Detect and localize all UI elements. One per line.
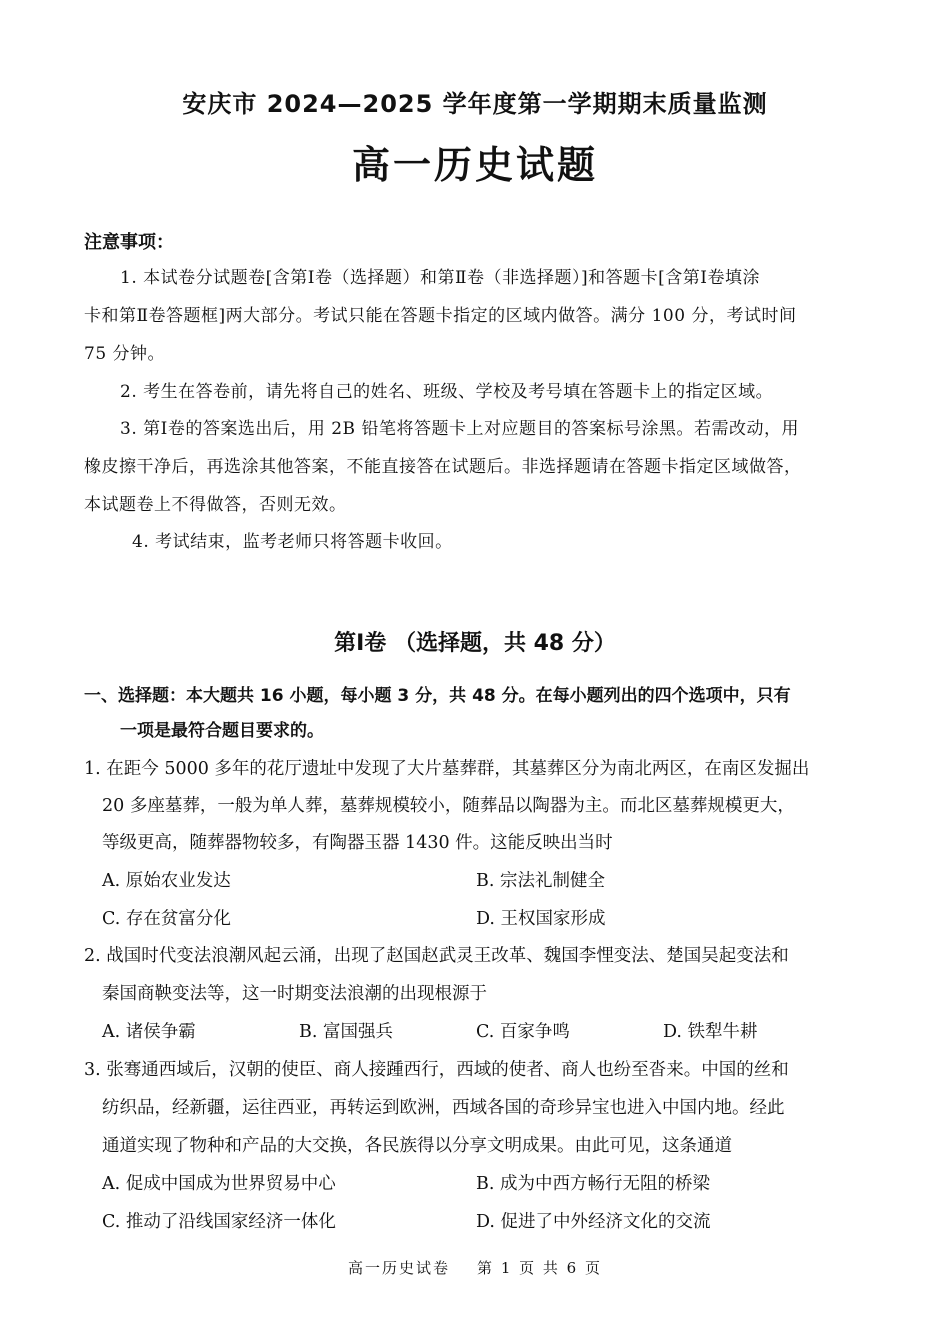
question-1-text: 1. 在距今 5000 多年的花厅遗址中发现了大片墓葬群，其墓葬区分为南北两区，在南区发掘出 (84, 759, 810, 779)
exam-title: 高一历史试题 (351, 143, 598, 187)
question-2-option-d[interactable]: D. 铁犁牛耕 (663, 1022, 758, 1042)
question-1-option-d[interactable]: D. 王权国家形成 (476, 909, 606, 929)
question-3-text: 通道实现了物种和产品的大交换，各民族得以分享文明成果。由此可见，这条通道 (102, 1136, 732, 1156)
notice-line: 3. 第Ⅰ卷的答案选出后，用 2B 铅笔将答题卡上对应题目的答案标号涂黑。若需改动，用 (120, 419, 799, 439)
section-title: 第Ⅰ卷 （选择题，共 48 分） (334, 631, 616, 656)
notice-line: 橡皮擦干净后，再选涂其他答案，不能直接答在试题后。非选择题请在答题卡指定区域做答， (84, 457, 802, 477)
exam-subtitle: 安庆市 2024—2025 学年度第一学期期末质量监测 (182, 90, 768, 118)
notice-line: 本试题卷上不得做答，否则无效。 (84, 495, 347, 515)
question-2-option-b[interactable]: B. 富国强兵 (299, 1022, 393, 1042)
notice-line: 1. 本试卷分试题卷[含第Ⅰ卷（选择题）和第Ⅱ卷（非选择题）]和答题卡[含第Ⅰ卷填涂 (120, 268, 761, 288)
question-2-text: 秦国商鞅变法等，这一时期变法浪潮的出现根源于 (102, 984, 487, 1004)
question-3-option-c[interactable]: C. 推动了沿线国家经济一体化 (102, 1212, 336, 1232)
section-instruction: 一、选择题：本大题共 16 小题，每小题 3 分，共 48 分。在每小题列出的四个选项中，只有 (84, 686, 791, 706)
page-footer: 高一历史试卷 第 1 页 共 6 页 (347, 1259, 602, 1277)
question-3-option-b[interactable]: B. 成为中西方畅行无阻的桥梁 (476, 1174, 710, 1194)
question-1-option-a[interactable]: A. 原始农业发达 (102, 871, 231, 891)
question-2-text: 2. 战国时代变法浪潮风起云涌，出现了赵国赵武灵王改革、魏国李悝变法、楚国吴起变法和 (84, 946, 789, 966)
notice-heading: 注意事项： (84, 232, 174, 253)
question-2-option-c[interactable]: C. 百家争鸣 (476, 1022, 570, 1042)
question-3-text: 3. 张骞通西域后，汉朝的使臣、商人接踵西行，西域的使者、商人也纷至沓来。中国的丝和 (84, 1060, 789, 1080)
question-3-option-a[interactable]: A. 促成中国成为世界贸易中心 (102, 1174, 336, 1194)
notice-line: 卡和第Ⅱ卷答题框]两大部分。考试只能在答题卡指定的区域内做答。满分 100 分，考试时间 (84, 306, 797, 326)
question-1-text: 20 多座墓葬，一般为单人葬，墓葬规模较小，随葬品以陶器为主。而北区墓葬规模更大， (102, 796, 795, 816)
section-instruction: 一项是最符合题目要求的。 (120, 721, 324, 741)
question-1-option-c[interactable]: C. 存在贫富分化 (102, 909, 231, 929)
notice-line: 4. 考试结束，监考老师只将答题卡收回。 (132, 532, 453, 552)
notice-line: 75 分钟。 (84, 344, 166, 364)
question-2-option-a[interactable]: A. 诸侯争霸 (102, 1022, 196, 1042)
notice-line: 2. 考生在答卷前，请先将自己的姓名、班级、学校及考号填在答题卡上的指定区域。 (120, 382, 774, 402)
question-3-text: 纺织品，经新疆，运往西亚，再转运到欧洲，西域各国的奇珍异宝也进入中国内地。经此 (102, 1098, 785, 1118)
question-3-option-d[interactable]: D. 促进了中外经济文化的交流 (476, 1212, 711, 1232)
question-1-text: 等级更高，随葬器物较多，有陶器玉器 1430 件。这能反映出当时 (102, 833, 613, 853)
question-1-option-b[interactable]: B. 宗法礼制健全 (476, 871, 605, 891)
